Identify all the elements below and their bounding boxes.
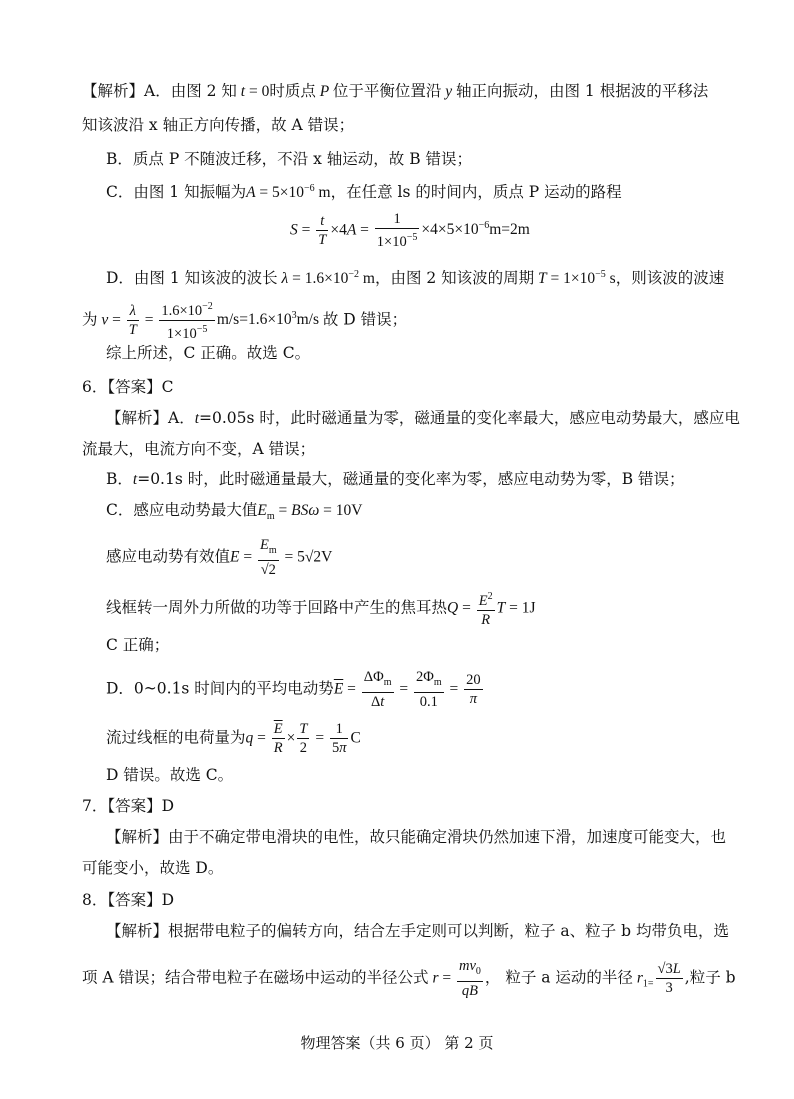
text: =0.1s 时，此时磁通量最大，磁通量的变化率为零，感应电动势为零，B 错误；: [137, 470, 685, 488]
analysis-6C-max-emf: C．感应电动势最大值$E_m = BS\omega = 10V$: [106, 501, 363, 523]
average-emf: D．0~0.1s 时间内的平均电动势$\overline{E}$ = $\frac{\Delta\Phi_m}{\Delta t}$ = $\frac{2\Phi_m}{0.1}$ = $\frac{20}{\pi}$: [106, 669, 481, 710]
d-wrong: D 错误。故选 C。: [106, 766, 234, 784]
analysis-7-line2: 可能变小，故选 D。: [82, 859, 224, 877]
text: 【解析】A．: [106, 409, 195, 427]
formula-path-S: S = $\frac{t}{T}$ ×4A = $\frac{1}{1\times 10^{-5}}$ $\times 4\times 5\times 10^{-6}m=2m$: [290, 211, 530, 250]
text: =0.05s 时，此时磁通量为零，磁通量的变化率最大，感应电动势最大，感应电: [199, 409, 740, 427]
joule-heat: 线框转一周外力所做的功等于回路中产生的焦耳热Q = $\frac{E^2}{R}$ T = 1J: [106, 588, 535, 629]
c-correct: C 正确；: [106, 636, 170, 654]
text: ，在任意 ls 的时间内，质点 P 运动的路程: [330, 183, 622, 202]
analysis-8-line1: 【解析】根据带电粒子的偏转方向，结合左手定则可以判断，粒子 a、粒子 b 均带负电，选: [106, 922, 729, 940]
analysis-8-line2: 项 A 错误；结合带电粒子在磁场中运动的半径公式 r = $\frac{mv_0}{qB}$ ， 粒子 a 运动的半径 $r_{1=}$ $\frac{√3L}{3}$ ,粒子 b: [82, 958, 736, 999]
text: 故 D 错误；: [322, 310, 408, 329]
analysis-5A-line1: 【解析】A．由图 2 知 t = 0时质点 P 位于平衡位置沿 y 轴正向振动，由图 1 根据波的平移法: [82, 82, 709, 100]
wave-speed-formula: 为 v = $\frac{\lambda}{T}$ = $\frac{1.6\times 10^{-2}}{1\times 10^{-5}}$ $m/s=1.6\times 10^3m/s$ 故 D 错误；: [82, 298, 407, 343]
analysis-5C: C．由图 1 知振幅为$A = 5\times 10^{-6}$ m，在任意 ls 的时间内，质点 P 运动的路程: [106, 183, 622, 202]
text: 项 A 错误；结合带电粒子在磁场中运动的半径公式: [82, 968, 429, 987]
text: 为: [82, 310, 98, 329]
analysis-6A-line2: 流最大，电流方向不变，A 错误；: [82, 440, 316, 458]
text: B．: [106, 470, 133, 488]
analysis-7-line1: 【解析】由于不确定带电滑块的电性，故只能确定滑块仍然加速下滑，加速度可能变大，也: [106, 828, 727, 846]
text: ， 粒子 a 运动的半径: [484, 968, 633, 987]
analysis-5B: B．质点 P 不随波迁移，不沿 x 轴运动，故 B 错误；: [106, 150, 473, 168]
analysis-5A-line2: 知该波沿 x 轴正方向传播，故 A 错误；: [82, 116, 355, 134]
summary-5: 综上所述，C 正确。故选 C。: [106, 344, 311, 362]
analysis-5D: D．由图 1 知该波的波长 $\lambda = 1.6\times 10^{-2}$ m，由图 2 知该波的周期 $T = 1\times 10^{-5}$ s，则该波的波速: [106, 269, 725, 288]
analysis-6A-line1: [106, 407, 740, 430]
text: ,粒子 b: [684, 968, 736, 987]
analysis-6B: [106, 468, 685, 491]
answer-7: 7．【答案】D: [82, 797, 175, 815]
text: 感应电动势有效值: [106, 547, 231, 566]
text: ，由图 2 知该波的周期: [374, 269, 535, 288]
charge-q: 流过线框的电荷量为q = $\frac{\overline{E}}{R}$ × $\frac{T}{2}$ = $\frac{1}{5\pi}$ C: [106, 721, 361, 756]
text: 线框转一周外力所做的功等于回路中产生的焦耳热: [106, 598, 448, 617]
text: D．由图 1 知该波的波长: [106, 269, 278, 288]
text: ，则该波的波速: [615, 269, 725, 288]
rms-emf: 感应电动势有效值E = $\frac{E_m}{√2}$ = 5√2V: [106, 537, 333, 578]
text: 轴正向振动，由图 1 根据波的平移法: [455, 82, 709, 100]
text: 时质点: [269, 82, 316, 100]
text: 位于平衡位置沿: [332, 82, 442, 100]
text: C．感应电动势最大值: [106, 501, 258, 519]
text: C．由图 1 知振幅为: [106, 183, 247, 202]
text: D．0~0.1s 时间内的平均电动势: [106, 679, 334, 698]
answer-6: 6．【答案】C: [82, 378, 174, 396]
text: t: [194, 410, 200, 427]
text: 流过线框的电荷量为: [106, 728, 246, 747]
answer-8: 8．【答案】D: [82, 891, 175, 909]
text: t: [132, 471, 138, 488]
text: 【解析】A．由图 2 知: [82, 82, 237, 100]
page-footer: 物理答案（共 6 页） 第 2 页: [300, 1034, 494, 1052]
